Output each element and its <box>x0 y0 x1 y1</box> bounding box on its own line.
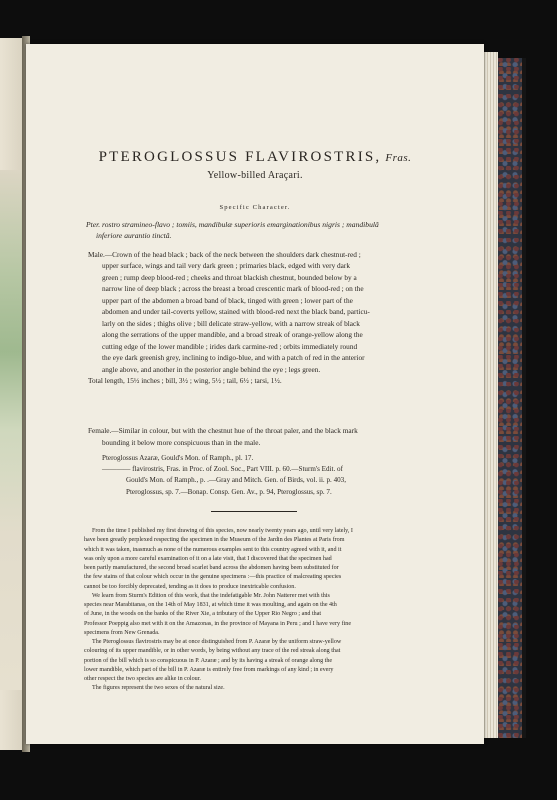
commentary-line: From the time I published my first drawing of this species, now nearly twenty years ago, until very lately, I <box>92 528 353 534</box>
commentary-line: Professor Poeppig also met with it on the Amazonas, in the province of Mayana in Peru ; and I have very fine <box>84 620 352 627</box>
commentary-line: cannot be too forcibly deprecated, tending as it does to produce inextricable confusion. <box>84 583 296 590</box>
commentary-line: portion of the bill which is so conspicuous in P. Azaræ ; and by its having a streak of orange along the <box>84 657 333 664</box>
male-description-line: along the serrations of the upper mandible, and a broad streak of orange-yellow along the <box>102 330 363 340</box>
commentary-line: which it was taken, inasmuch as none of the numerous examples sent to this country agreed with it, and it <box>84 546 342 553</box>
male-description-line: abdomen and under tail-coverts yellow, stained with blood-red next the black band, particu- <box>102 307 370 317</box>
commentary-line: other respect the two species are alike in colour. <box>84 676 201 682</box>
synonymy-line: Gould's Mon. of Ramph., p. .—Gray and Mitch. Gen. of Birds, vol. ii. p. 403, <box>126 476 346 485</box>
facing-plate-edge <box>0 170 24 690</box>
species-authority: Fras. <box>385 152 412 164</box>
commentary-line: the few stains of that colour which occur in the genuine specimens :—this practice of malcreating species <box>84 574 342 581</box>
commentary-line: have been greatly perplexed respecting the specimen in the Museum of the Jardin des Plantes at Paris from <box>84 537 345 544</box>
male-description-line: angle above, and another in the posterior angle behind the eye ; legs green. <box>102 364 321 374</box>
synonymy-line: Pteroglossus Azaræ, Gould's Mon. of Ramph., pl. 17. <box>102 454 254 462</box>
synonymy-line: Pteroglossus, sp. 7.—Bonap. Consp. Gen. Av., p. 94, Pteroglossus, sp. 7. <box>126 487 332 496</box>
commentary-line: species near Marabitanas, on the 14th of May 1831, at which time it was moulting, and again on the 4th <box>84 602 337 608</box>
latin-diagnosis-line: Pter. rostro stramineo-flavo ; tomiis, mandibulæ superioris emarginationibus nigris ; mandibulâ <box>86 220 379 229</box>
species-latin-name: PTEROGLOSSUS FLAVIROSTRIS, <box>98 149 382 165</box>
commentary-line: We learn from Sturm's Edition of this work, that the indefatigable Mr. John Natterer met with this <box>92 592 330 599</box>
commentary-line: of June, in the woods on the banks of the River Xie, a tributary of the Upper Rio Negro ; and that <box>84 611 322 618</box>
female-description-line: bounding it below more conspicuous than in the male. <box>102 437 261 447</box>
male-description-line: upper part of the abdomen a broad band of black, tinged with green ; lower part of the <box>102 295 353 305</box>
male-description-line: the eye dark greenish grey, inclining to indigo-blue, and with a patch of red in the anterior <box>102 353 365 363</box>
male-description-line: green ; rump deep blood-red ; cheeks and throat blackish chestnut, bounded below by a <box>102 272 357 282</box>
page-edges <box>484 52 498 738</box>
commentary-line: The Pteroglossus flavirostris may be at once distinguished from P. Azaræ by the uniform straw-yellow <box>92 639 342 645</box>
page-text <box>26 44 484 744</box>
cover-rim <box>522 58 526 738</box>
male-description-line: larly on the sides ; thighs olive ; bill delicate straw-yellow, with a narrow streak of black <box>102 318 360 328</box>
commentary-line: lower mandible, which part of the bill in P. Azaræ is entirely free from markings of any kind ; in every <box>84 666 334 673</box>
common-name: Yellow-billed Araçari. <box>207 170 303 181</box>
marbled-cover <box>498 58 524 738</box>
commentary-line: The figures represent the two sexes of the natural size. <box>92 685 225 692</box>
commentary-line: specimens from New Grenada. <box>84 629 160 636</box>
latin-diagnosis-line: inferiore aurantio tinctâ. <box>96 231 172 240</box>
specific-character-heading: Specific Character. <box>219 204 291 211</box>
species-title <box>26 149 484 166</box>
commentary-line: colouring of its upper mandible, or in other words, by being without any trace of the red streak along that <box>84 648 341 655</box>
synonymy-line: ———— flavirostris, Fras. in Proc. of Zool. Soc., Part VIII. p. 60.—Sturm's Edit. of <box>102 465 343 474</box>
section-divider <box>211 511 297 512</box>
commentary-line: was only upon a more careful examination of it on a late visit, that I discovered that the specimen had <box>84 555 332 562</box>
female-description-line: Female.—Similar in colour, but with the chestnut hue of the throat paler, and the black mark <box>88 426 358 435</box>
commentary-line: been partly manufactured, the second broad scarlet band across the abdomen having been substituted for <box>84 565 339 571</box>
book-page <box>26 44 484 744</box>
male-description-line: upper surface, wings and tail very dark green ; primaries black, edged with very dark <box>102 261 351 271</box>
male-description-line: Total length, 15½ inches ; bill, 3½ ; wing, 5½ ; tail, 6½ ; tarsi, 1½. <box>88 375 282 385</box>
male-description-line: Male.—Crown of the head black ; back of the neck between the shoulders dark chestnut-red ; <box>88 250 361 259</box>
male-description-line: narrow line of deep black ; across the breast a broad crescentic mark of blood-red ; on the <box>102 284 364 294</box>
male-description-line: cutting edge of the lower mandible ; irides dark carmine-red ; orbits immediately round <box>102 341 358 351</box>
